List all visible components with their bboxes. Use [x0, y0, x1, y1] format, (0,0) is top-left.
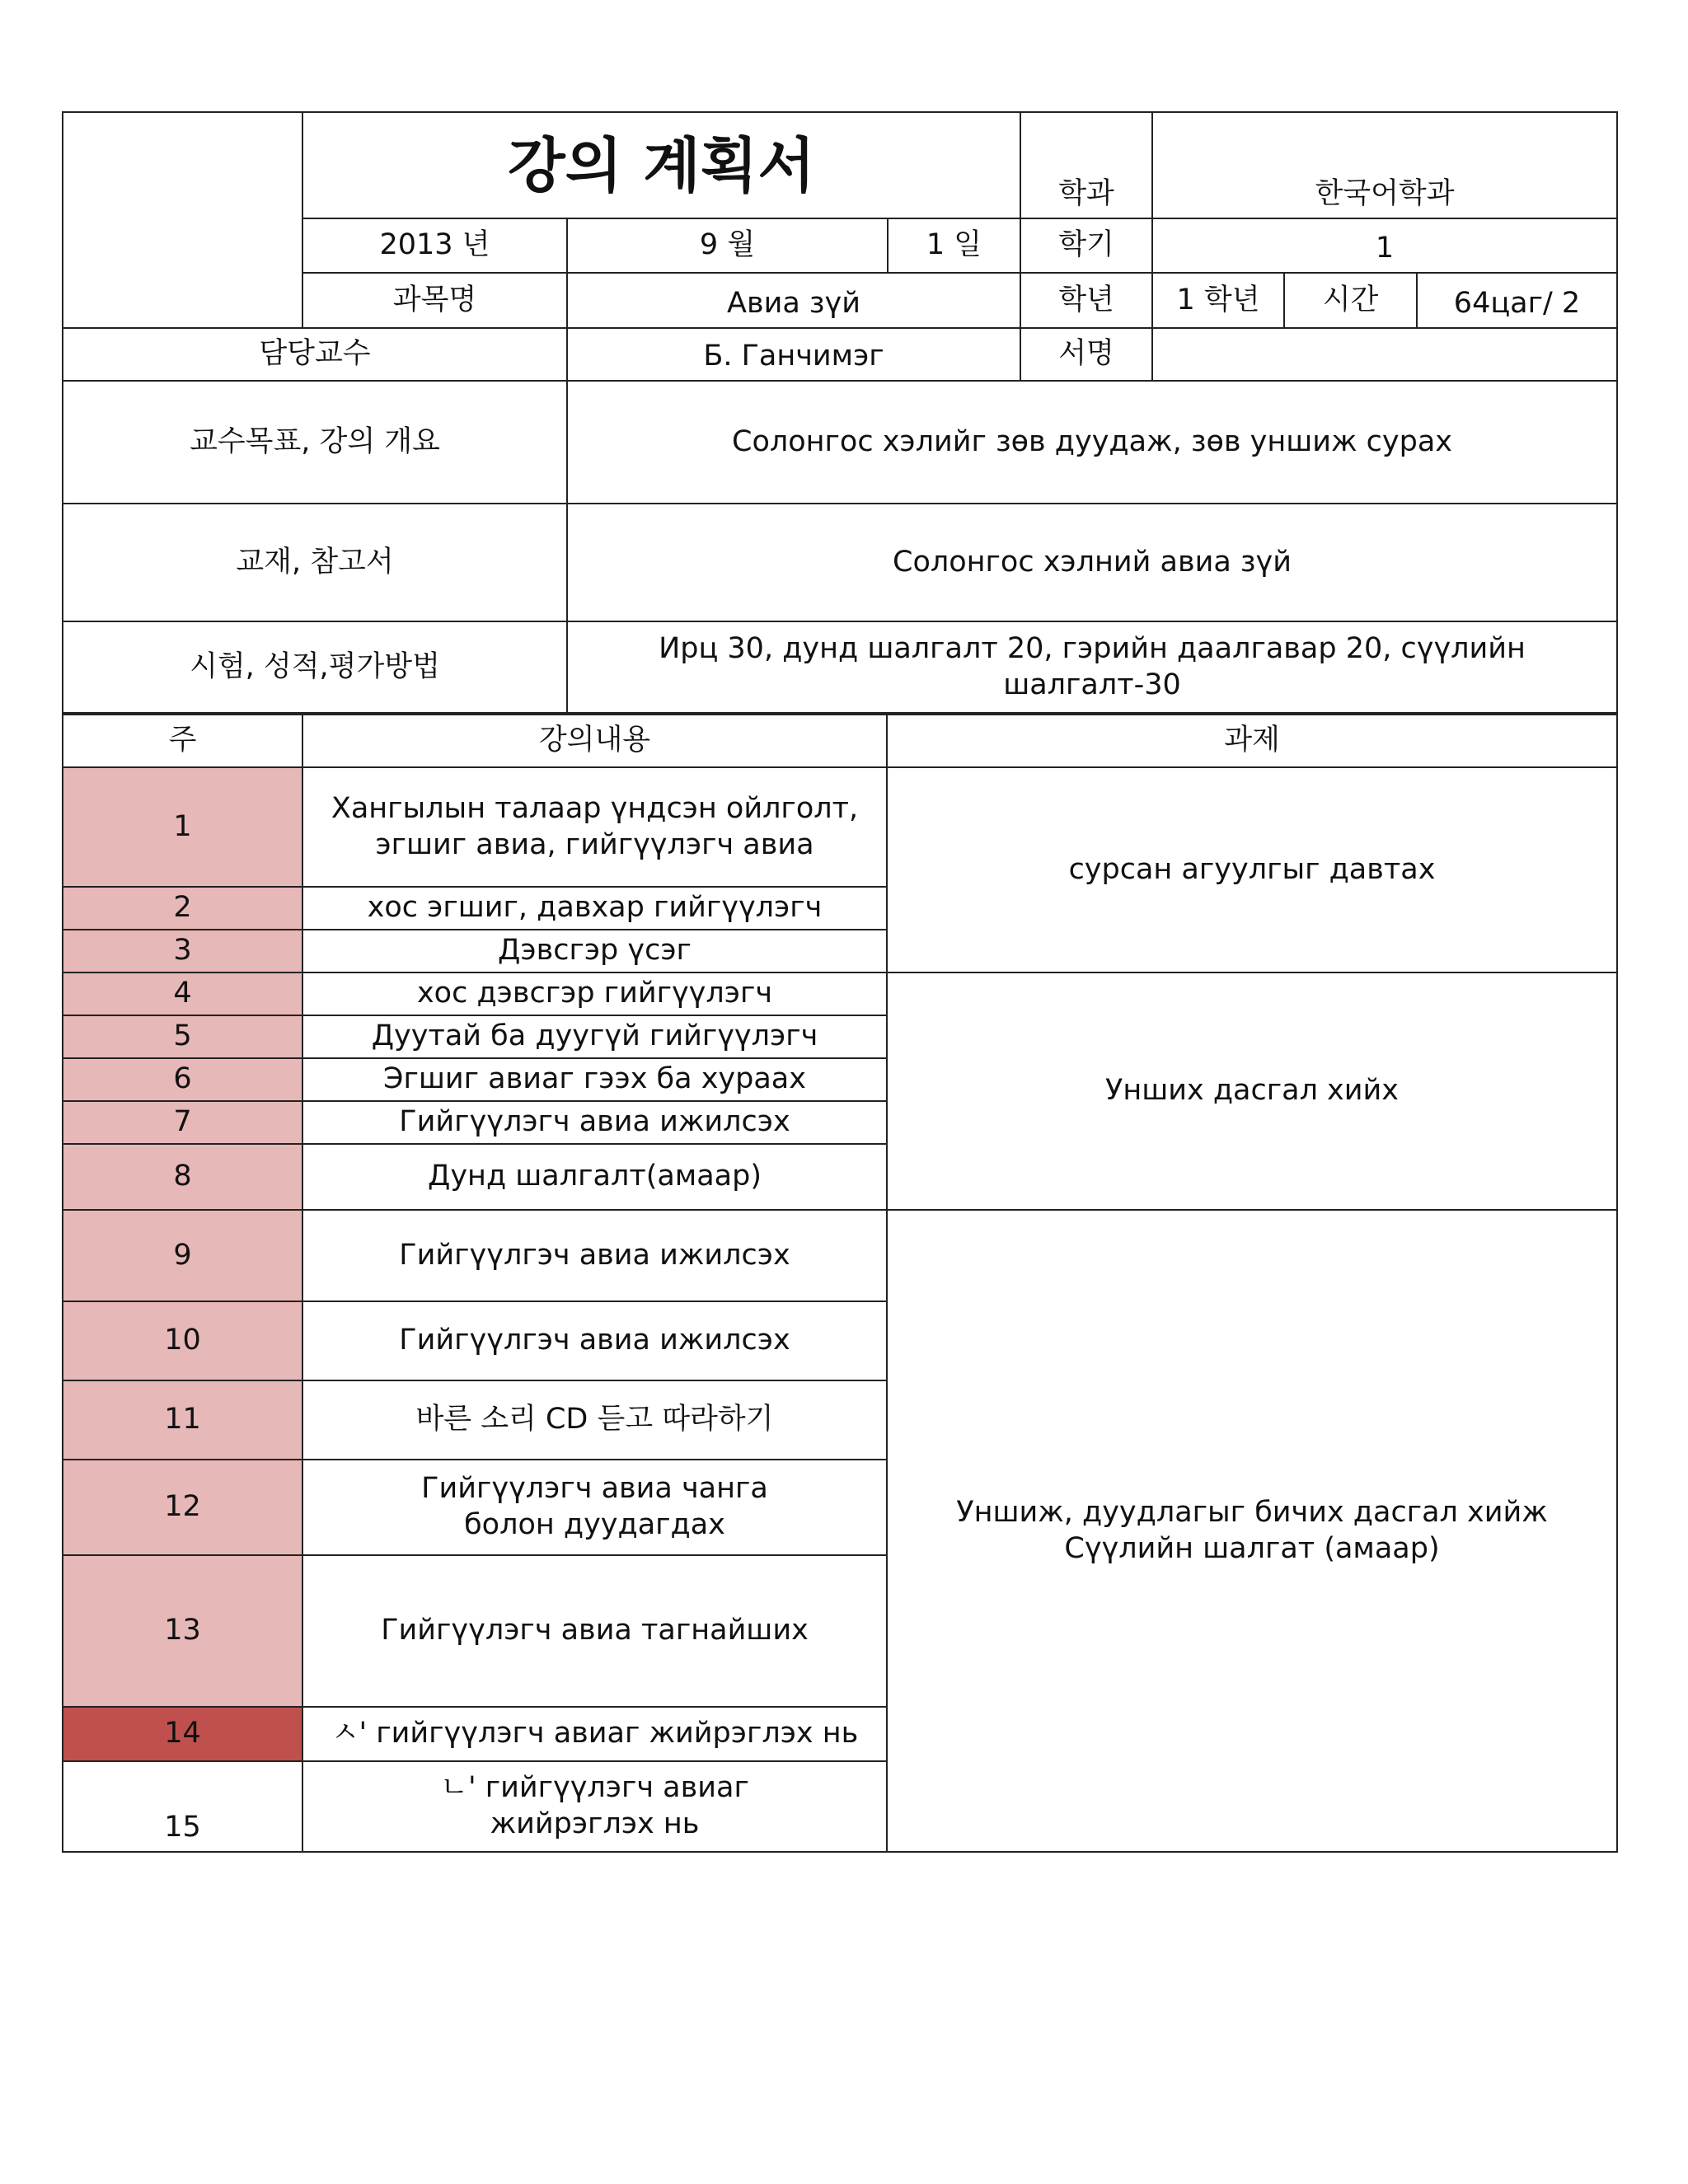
day-field: 1 일	[889, 219, 1021, 274]
semester-label: 학기	[1021, 219, 1153, 274]
evaluation-value: Ирц 30, дунд шалгалт 20, гэрийн даалгавар 20, сүүлийн шалгалт-30	[568, 622, 1618, 714]
week-number: 11	[62, 1381, 303, 1460]
week-number: 8	[62, 1145, 303, 1211]
content-header: 강의내용	[303, 714, 888, 768]
lecture-content: Дунд шалгалт(амаар)	[303, 1145, 888, 1211]
page-title: 강의 계획서	[303, 111, 1021, 219]
signature-label: 서명	[1021, 329, 1153, 382]
hours-label: 시간	[1285, 274, 1418, 329]
week-number: 2	[62, 888, 303, 930]
hours-value: 64цаг/ 2	[1418, 274, 1618, 329]
semester-value: 1	[1153, 219, 1618, 274]
course-name-label: 과목명	[303, 274, 568, 329]
logo-area	[62, 111, 303, 329]
lecture-content: Гийгүүлэгч авиа чанга болон дуудагдах	[303, 1460, 888, 1556]
week-number: 13	[62, 1556, 303, 1708]
signature-field[interactable]	[1153, 329, 1618, 382]
lecture-content: Эгшиг авиаг гээх ба хураах	[303, 1059, 888, 1102]
week-number: 10	[62, 1302, 303, 1381]
grade-label: 학년	[1021, 274, 1153, 329]
week-header: 주	[62, 714, 303, 768]
lecture-content: Хангылын талаар үндсэн ойлголт, эгшиг авиа, гийгүүлэгч авиа	[303, 768, 888, 888]
lecture-content: Гийгүүлэгч авиа ижилсэх	[303, 1102, 888, 1145]
textbook-value: Солонгос хэлний авиа зүй	[568, 504, 1618, 622]
week-number: 3	[62, 930, 303, 973]
department-label: 학과	[1021, 111, 1153, 219]
week-number: 6	[62, 1059, 303, 1102]
week-number: 9	[62, 1211, 303, 1302]
professor-label: 담당교수	[62, 329, 568, 382]
lecture-content: хос дэвсгэр гийгүүлэгч	[303, 973, 888, 1016]
assignment-cell: Уншиж, дуудлагыг бичих дасгал хийж Сүүлийн шалгат (амаар)	[888, 1211, 1618, 1853]
year-field: 2013 년	[303, 219, 568, 274]
department-value: 한국어학과	[1153, 111, 1618, 219]
objective-label: 교수목표, 강의 개요	[62, 382, 568, 504]
lecture-content: Гийгүүлгэч авиа ижилсэх	[303, 1211, 888, 1302]
objective-value: Солонгос хэлийг зөв дуудаж, зөв уншиж сурах	[568, 382, 1618, 504]
assignment-cell: сурсан агуулгыг давтах	[888, 768, 1618, 973]
week-number: 4	[62, 973, 303, 1016]
lecture-content: Гийгүүлэгч авиа тагнайших	[303, 1556, 888, 1708]
week-number: 7	[62, 1102, 303, 1145]
week-number: 14	[62, 1708, 303, 1762]
lecture-content: 바른 소리 CD 듣고 따라하기	[303, 1381, 888, 1460]
week-number: 15	[62, 1762, 303, 1853]
week-number: 5	[62, 1016, 303, 1059]
course-name-value: Авиа зүй	[568, 274, 1021, 329]
lecture-content: хос эгшиг, давхар гийгүүлэгч	[303, 888, 888, 930]
lecture-content: Дуутай ба дуугүй гийгүүлэгч	[303, 1016, 888, 1059]
assignment-cell: Унших дасгал хийх	[888, 973, 1618, 1211]
lecture-content: Гийгүүлгэч авиа ижилсэх	[303, 1302, 888, 1381]
assignment-header: 과제	[888, 714, 1618, 768]
professor-value: Б. Ганчимэг	[568, 329, 1021, 382]
evaluation-label: 시험, 성적,평가방법	[62, 622, 568, 714]
lecture-content: ㅅ' гийгүүлэгч авиаг жийрэглэх нь	[303, 1708, 888, 1762]
textbook-label: 교재, 참고서	[62, 504, 568, 622]
grade-value: 1 학년	[1153, 274, 1285, 329]
week-number: 12	[62, 1460, 303, 1556]
week-number: 1	[62, 768, 303, 888]
lecture-content: ㄴ' гийгүүлэгч авиаг жийрэглэх нь	[303, 1762, 888, 1853]
month-field: 9 월	[568, 219, 889, 274]
lecture-content: Дэвсгэр үсэг	[303, 930, 888, 973]
